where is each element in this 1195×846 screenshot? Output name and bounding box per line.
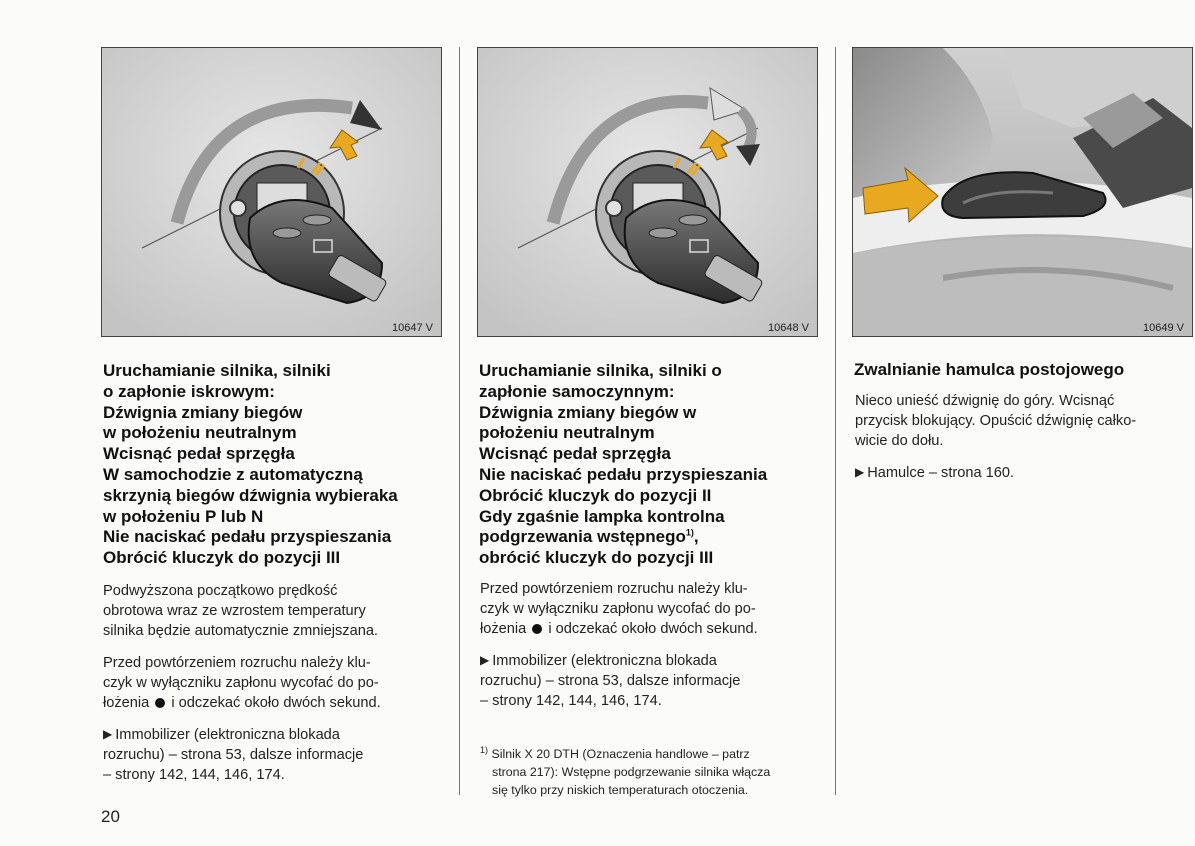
col3-para-release: Nieco unieść dźwignię do góry. Wcisnąć przycisk blokujący. Opuścić dźwignię całko- wicie do dołu. — [855, 393, 1137, 449]
col1-para-rpm: Podwyższona początkowo prędkość obrotowa wraz ze wzrostem temperatury silnika będzie automatycznie zmniejszana. — [103, 583, 378, 639]
page-number: 20 — [101, 807, 120, 826]
column-divider-right — [835, 47, 836, 795]
ignition-figure-petrol — [101, 47, 442, 337]
figure-code: 10649 V — [1143, 322, 1184, 334]
col2-para-restart: Przed powtórzeniem rozruchu należy klu- czyk w wyłączniku zapłonu wycofać do po- łożenia i odczekać około dwóch sekund. — [480, 581, 758, 637]
col2-ref-immobilizer: ▶ Immobilizer (elektroniczna blokada rozruchu) – strona 53, dalsze informacje – strony 142, 144, 146, 174. — [480, 651, 830, 711]
position-dot-icon — [155, 698, 165, 708]
col2-footnote: $^{1)}$ Silnik X 20 DTH (Oznaczenia handlowe – patrz strona 217): Wstępne podgrzewanie silnika włącza się tylko przy niskich temperaturach otoczenia. — [480, 744, 771, 797]
col1-ref-immobilizer: ▶ Immobilizer (elektroniczna blokada rozruchu) – strona 53, dalsze informacje – strony 142, 144, 146, 174. — [103, 725, 453, 785]
reference-arrow-icon: ▶ — [103, 727, 113, 741]
reference-arrow-icon: ▶ — [480, 653, 490, 667]
reference-arrow-icon: ▶ — [855, 465, 865, 479]
col3-ref-brakes: ▶ Hamulce – strona 160. — [855, 463, 1195, 483]
figure-code: 10648 V — [768, 322, 809, 334]
col1-para-restart: Przed powtórzeniem rozruchu należy klu- czyk w wyłączniku zapłonu wycofać do po- łożenia i odczekać około dwóch sekund. — [103, 655, 381, 711]
position-dot-icon — [532, 624, 542, 634]
col2-heading: Uruchamianie silnika, silniki o zapłonie samoczynnym: Dźwignia zmiany biegów w położeniu neutralnym Wcisnąć pedał sprzęgła Nie naciskać pedału przyspieszania Obrócić kluczyk do pozycji II Gdy zgaśnie lampka kontrolna podgrzewania wstępnego$^{1)}$, obrócić kluczyk do pozycji III — [479, 361, 768, 568]
col1-heading: Uruchamianie silnika, silniki o zapłonie iskrowym: Dźwignia zmiany biegów w położeniu neutralnym Wcisnąć pedał sprzęgła W samochodzie z automatyczną skrzynią biegów dźwignia wybieraka w położeniu P lub N Nie naciskać pedału przyspieszania Obrócić kluczyk do pozycji III — [103, 361, 398, 568]
ignition-figure-diesel — [477, 47, 818, 337]
column-divider-left — [459, 47, 460, 795]
handbrake-figure — [852, 47, 1193, 337]
col3-heading: Zwalnianie hamulca postojowego — [854, 360, 1125, 379]
figure-code: 10647 V — [392, 322, 433, 334]
